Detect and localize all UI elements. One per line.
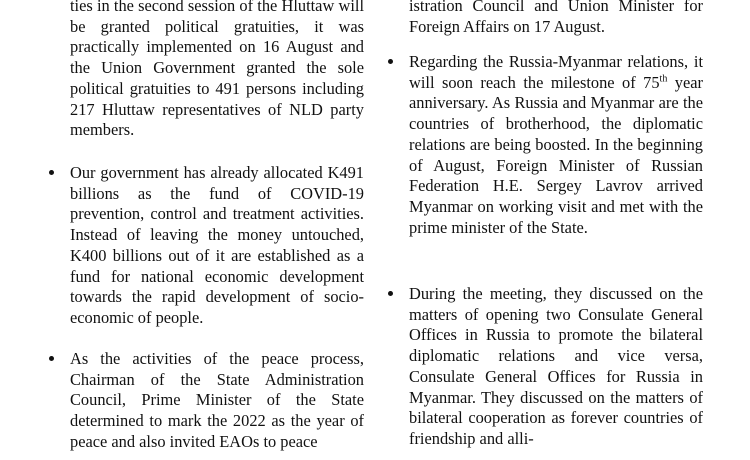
bullet-icon <box>388 59 393 64</box>
right-continuation-paragraph: istration Council and Union Minister for Foreign Affairs on 17 August. <box>409 0 703 36</box>
russia-text-after: year anniversary. As Russia and Myanmar are the countries of brotherhood, the diplomatic relations are being boosted. In the beginning of August, Foreign Minister of Russian Federation H.E. Sergey Lavrov arrived Myanmar on working visit and met with the prime minister of the State. <box>409 72 703 237</box>
russia-text-before: Regarding the Russia-Myanmar relations, it will soon reach the milestone of 75 <box>409 52 703 92</box>
bullet-paragraph: Our government has already allocated K491 billions as the fund of COVID-19 prevention, control and treatment activities. Instead of leaving the money untouched, K400 billions out of it are established as a fund for national economic development towards the rapid development of socio-economic of people. <box>70 163 364 327</box>
bullet-icon <box>49 170 54 175</box>
bullet-item-peace-process <box>70 349 364 453</box>
bullet-item-russia-relations <box>409 52 703 238</box>
bullet-paragraph: As the activities of the peace process, Chairman of the State Administration Council, Prime Minister of the State determined to mark the 2022 as the year of peace and also invited EAOs to peace <box>70 349 364 451</box>
bullet-paragraph <box>409 52 703 238</box>
bullet-paragraph: During the meeting, they discussed on the matters of opening two Consulate General Offices in Russia to promote the bilateral diplomatic relations and vice versa, Consulate General Offices for Russia in Myanmar. They discussed on the matters of bilateral cooperation as forever countries of friendship and alli- <box>409 284 703 448</box>
left-continuation-paragraph: ties in the second session of the Hluttaw will be granted political gratuities, it was practically implemented on 16 August and the Union Government granted the sole political gratuities to 491 persons including 217 Hluttaw representatives of NLD party members. <box>70 0 364 140</box>
ordinal-superscript: th <box>659 73 668 85</box>
bullet-icon <box>388 291 393 296</box>
bullet-item-meeting <box>409 284 703 450</box>
bullet-item-government-fund <box>70 163 364 329</box>
bullet-icon <box>49 356 54 361</box>
